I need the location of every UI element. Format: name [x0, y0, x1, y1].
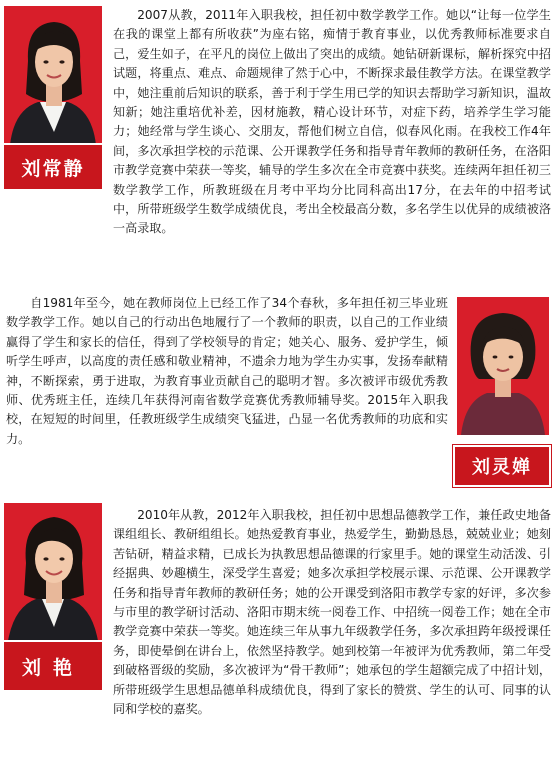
teacher-name-label: 刘常静	[4, 143, 102, 189]
portrait-photo-icon	[4, 6, 102, 145]
teacher-bio: 2010年从教，2012年入职我校，担任初中思想品德教学工作，兼任政史地备课组组长、教研组组长。她热爱教育事业，热爱学生，勤勤恳恳，兢兢业业；她刻苦钻研，精益求精，已成长为执教思想品德课的行家里手。她的课堂生动活泼、引经据典、妙趣横生，深受学生喜爱；她多次承担学校展示课、示范课、公开课教学任务和指导青年教师的教研任务；她的公开课受到洛阳市教学专家的好评，多次参与市里的教学研讨活动、洛阳市期末统一阅卷工作、中招统一阅卷工作；她在全市教学竞赛中荣获一等奖。她连续三年从事九年级教学任务，多次承担跨年级授课任务，即使晕倒在讲台上，依然坚持教学。她到校第一年被评为优秀教师，第二年受到破格晋级的奖励，多次被评为“骨干教师”；她承包的学生超额完成了中招计划，所带班级学生思想品德单科成绩优良，得到了家长的赞赏、学生的认可、同事的认同和学校的嘉奖。	[113, 508, 551, 717]
portrait-photo-icon	[4, 503, 102, 641]
teacher-photo-liu-changjing	[4, 6, 102, 145]
teacher-name-label: 刘灵婵	[453, 445, 551, 487]
teacher-bio: 自1981年至今，她在教师岗位上已经工作了34个春秋，多年担任初三毕业班数学教学工作。她以自己的行动出色地履行了一个教师的职责，以自己的工作业绩赢得了学生和家长的信任，得到了学校领导的肯定；她关心、服务、爱护学生，倾听学生呼声，以高度的责任感和敬业精神，不遗余力地为学生办实事，发扬奉献精神，不断探索，勇于进取，为教育事业贡献自己的聪明才智。多次被评市级优秀教师、优秀班主任，连续几年获得河南省数学竞赛优秀教师辅导奖。2015年入职我校，在短短的时间里，任教班级学生成绩突飞猛进，凸显一名优秀教师的功底和实力。	[6, 296, 448, 446]
teacher-photo-liu-lingchan	[457, 297, 549, 435]
portrait-photo-icon	[457, 297, 549, 435]
teacher-bio: 2007从教，2011年入职我校，担任初中数学教学工作。她以“让每一位学生在我的课堂上都有所收获”为座右铭，痴情于教育事业，以优秀教师标准要求自己，爱生如子，在平凡的岗位上做出了突出的成绩。她钻研新课标，解析探究中招试题，将重点、难点、命题规律了然于心中，不断探求最佳教学方法。在课堂教学中，她注重前后知识的联系，善于利于学生用已学的知识去帮助学习新知识，温故知新；她注重培优补差，因材施教，精心设计环节，对症下药，培养学生学习能力；她经常与学生谈心、交朋友，帮他们树立自信，似春风化雨。在我校工作4年间，多次承担学校的示范课、公开课教学任务和指导青年教师的教研任务，在洛阳市教学竞赛中荣获一等奖，辅导的学生多次在全市竞赛中获奖。连续两年担任初三数学教学工作，所教班级在月考中平均分比同科高出17分，在去年的中招考试中，所带班级学生数学成绩优良，考出全校最高分数，多名学生以优异的成绩被洛一高录取。	[113, 8, 551, 236]
teacher-photo-liu-yan	[4, 503, 102, 641]
teacher-name-label: 刘艳	[4, 640, 102, 690]
